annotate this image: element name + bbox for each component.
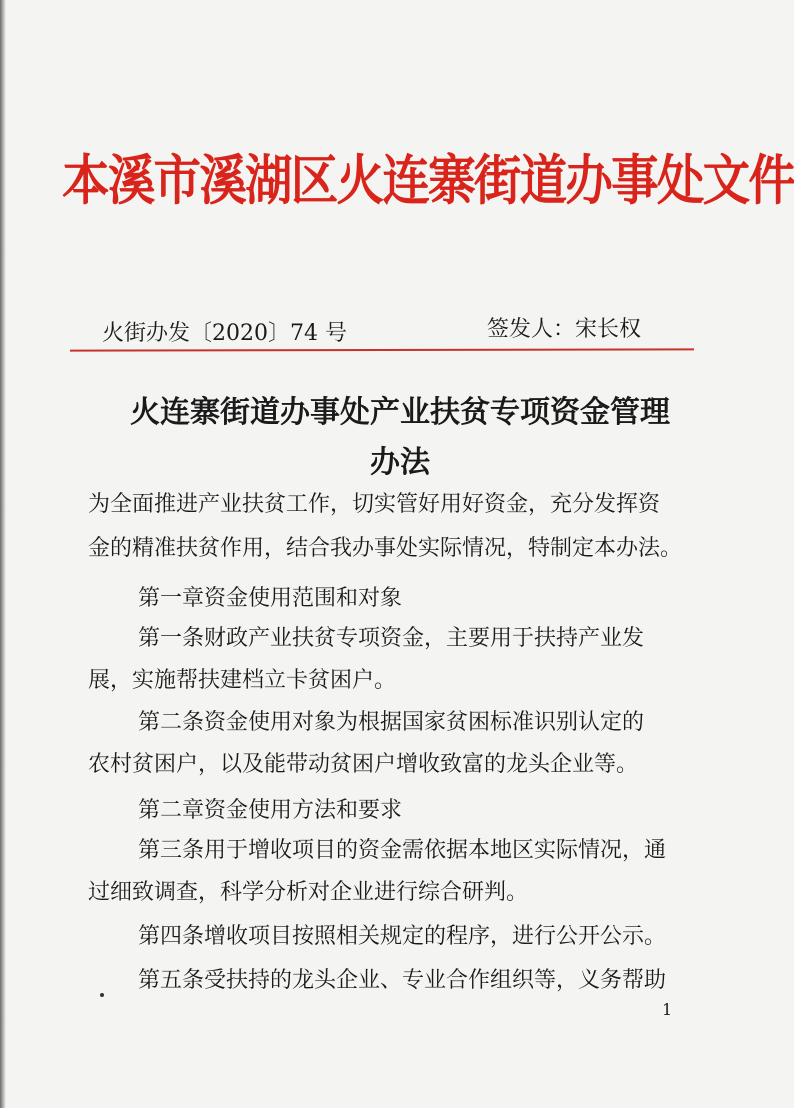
document-title-line-1: 火连寨街道办事处产业扶贫专项资金管理 <box>130 395 670 430</box>
chapter-heading-1: 第一章资金使用范围和对象 <box>138 586 403 611</box>
paragraph-line: 金的精准扶贫作用，结合我办事处实际情况，特制定本办法。 <box>88 536 683 561</box>
article-1-line-1: 第一条财政产业扶贫专项资金，主要用于扶持产业发 <box>138 626 645 651</box>
document-title-line-2: 办法 <box>370 445 430 480</box>
document-number: 火街办发〔2020〕74 号 <box>102 321 347 346</box>
article-2-line-1: 第二条资金使用对象为根据国家贫困标准识别认定的 <box>138 710 645 735</box>
article-3-line-1: 第三条用于增收项目的资金需依据本地区实际情况，通 <box>138 838 667 863</box>
paragraph-line: 为全面推进产业扶贫工作，切实管好用好资金，充分发挥资 <box>88 492 661 517</box>
scan-edge-shadow <box>0 0 6 1108</box>
article-2-line-2: 农村贫困户，以及能带动贫困户增收致富的龙头企业等。 <box>88 752 639 777</box>
red-divider <box>70 348 694 351</box>
article-3-line-2: 过细致调查，科学分析对企业进行综合研判。 <box>88 880 529 905</box>
document-header-title: 本溪市溪湖区火连寨街道办事处文件 <box>62 148 794 212</box>
document-title <box>60 388 740 488</box>
chapter-heading-2: 第二章资金使用方法和要求 <box>138 798 403 823</box>
article-5-line-1: 第五条受扶持的龙头企业、专业合作组织等，义务帮助 <box>138 968 667 993</box>
article-1-line-2: 展，实施帮扶建档立卡贫困户。 <box>88 668 397 693</box>
article-4: 第四条增收项目按照相关规定的程序，进行公开公示。 <box>138 924 667 949</box>
scan-speck <box>100 993 104 997</box>
signer: 签发人：宋长权 <box>487 317 642 342</box>
page-number: 1 <box>662 1000 673 1019</box>
